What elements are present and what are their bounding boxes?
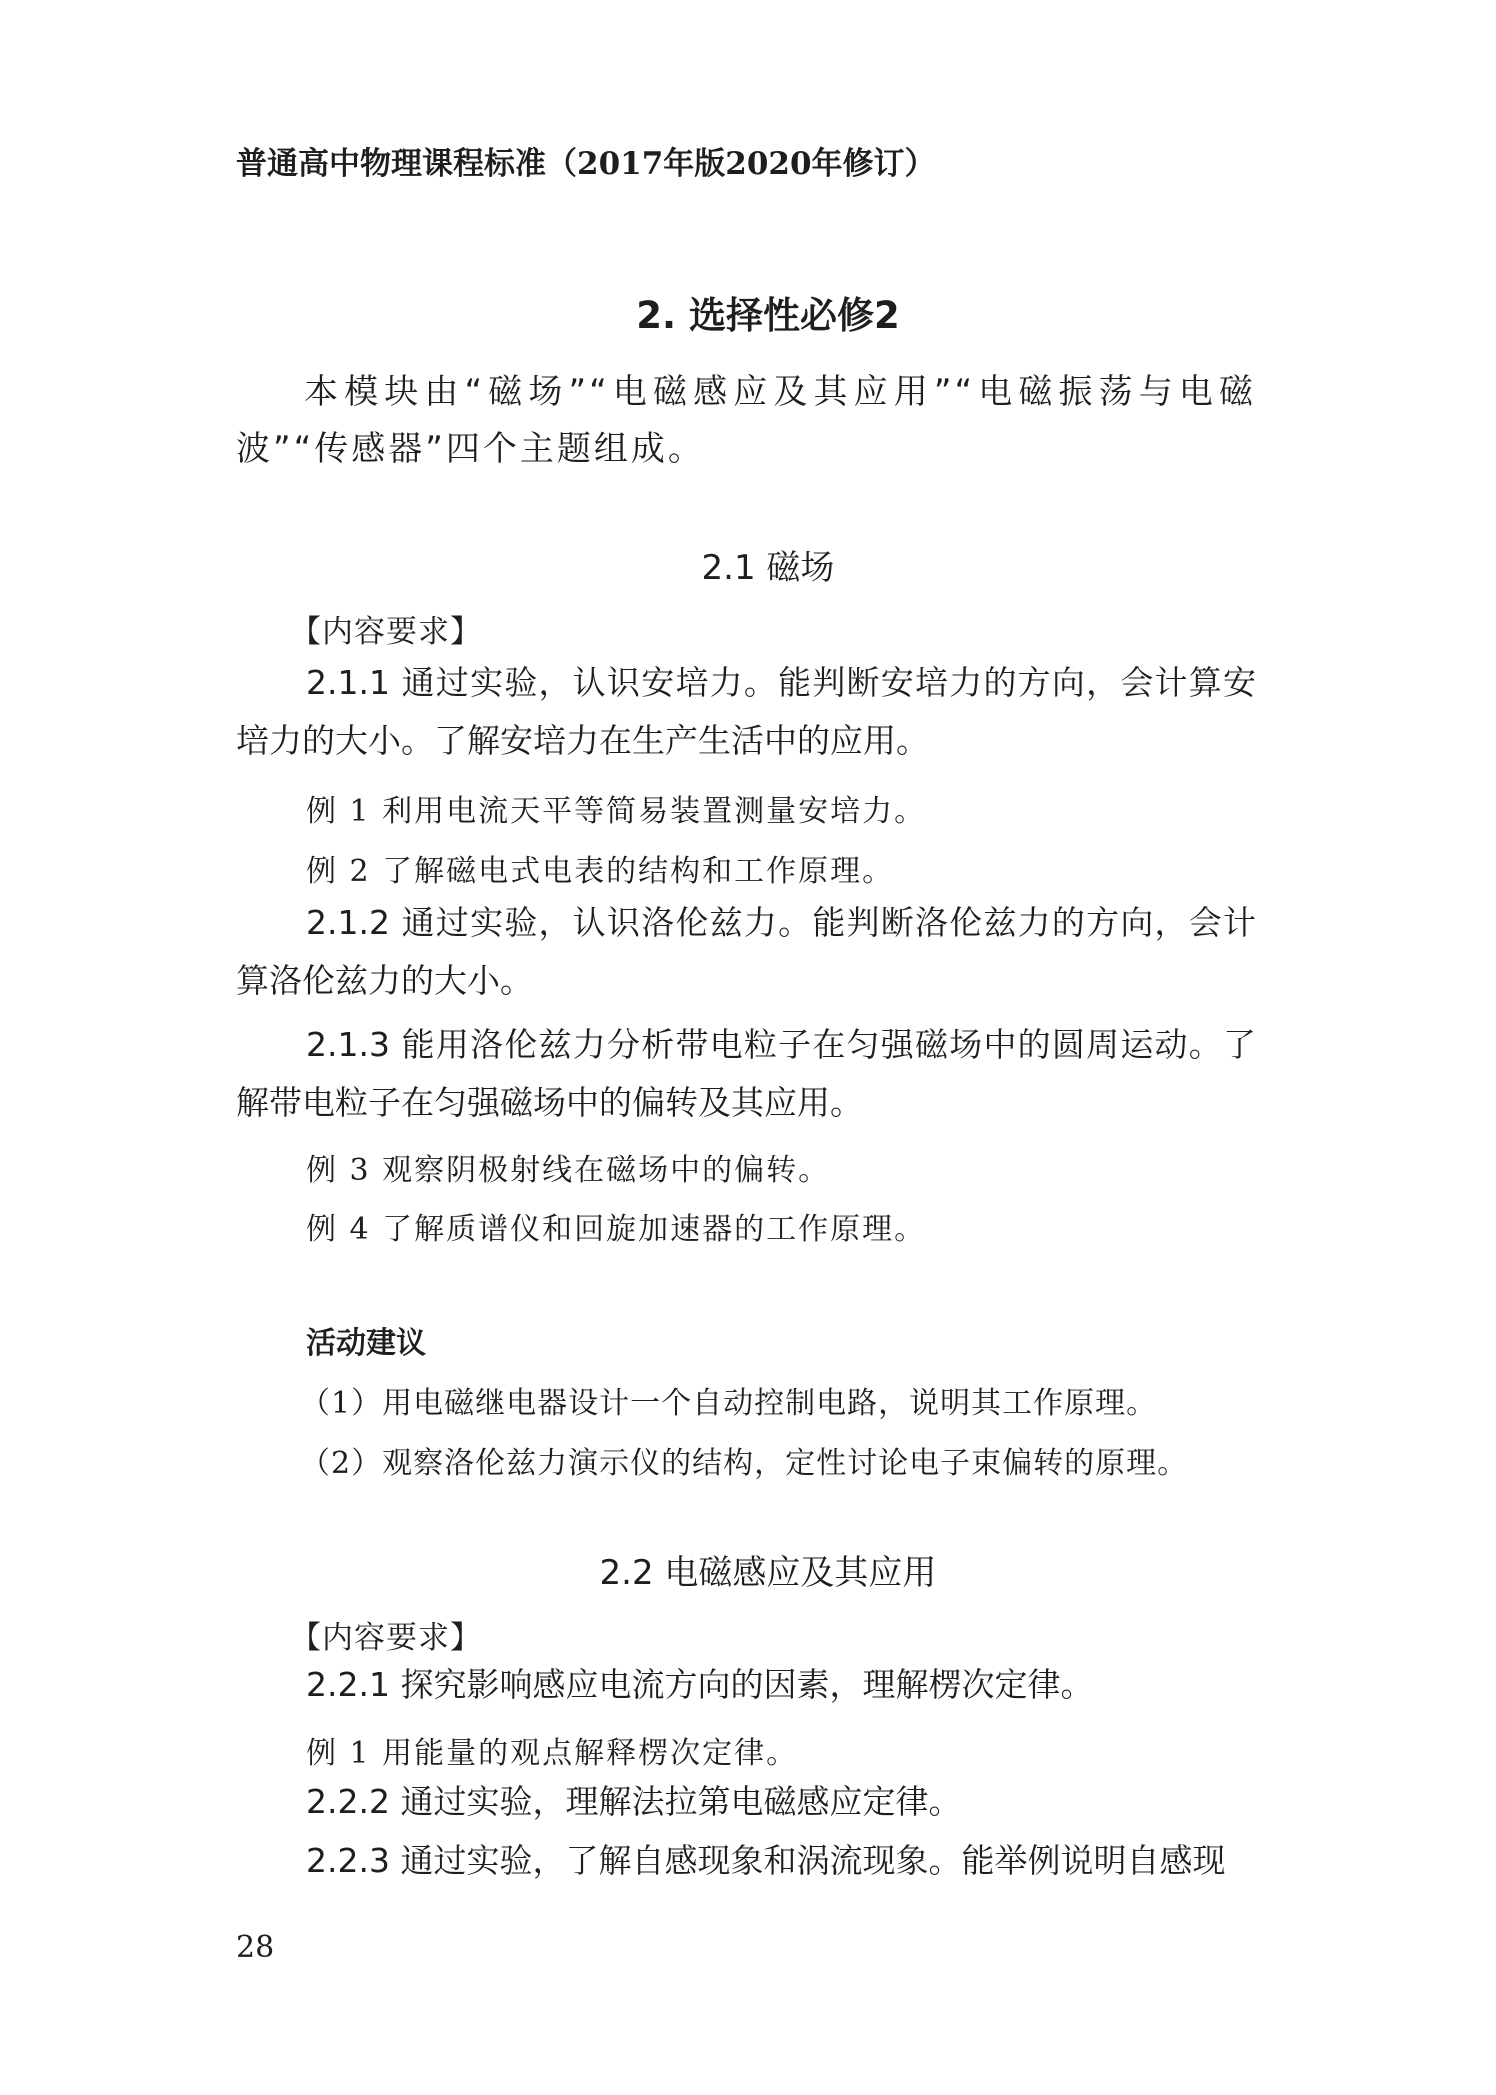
activity-item: （2）观察洛伦兹力演示仪的结构，定性讨论电子束偏转的原理。 [300,1446,1189,1481]
activity-suggestions-label: 活动建议 [306,1326,426,1361]
requirement-2-1-2: 2.1.2 通过实验，认识洛伦兹力。能判断洛伦兹力的方向，会计算洛伦兹力的大小。 [236,903,1256,1000]
page-number: 28 [236,1930,275,1965]
content-requirements-label: 【内容要求】 [290,1620,482,1656]
requirement-2-2-1: 2.2.1 探究影响感应电流方向的因素，理解楞次定律。 [306,1665,1094,1704]
running-header: 普通高中物理课程标准（2017年版2020年修订） [236,146,936,182]
section-intro: 本模块由“磁场”“电磁感应及其应用”“电磁振荡与电磁波”“传感器”四个主题组成。 [236,372,1256,469]
subsection-title-2-2: 2.2 电磁感应及其应用 [599,1553,937,1593]
requirement-2-1-1: 2.1.1 通过实验，认识安培力。能判断安培力的方向，会计算安培力的大小。了解安培力在生产生活中的应用。 [236,663,1256,760]
section-title: 2. 选择性必修2 [636,294,900,337]
example-item: 例 1 利用电流天平等简易装置测量安培力。 [306,794,927,829]
requirement-2-2-2: 2.2.2 通过实验，理解法拉第电磁感应定律。 [306,1782,962,1821]
requirement-2-1-3: 2.1.3 能用洛伦兹力分析带电粒子在匀强磁场中的圆周运动。了解带电粒子在匀强磁场中的偏转及其应用。 [236,1025,1256,1122]
subsection-title-2-1: 2.1 磁场 [701,548,835,588]
example-item: 例 1 用能量的观点解释楞次定律。 [306,1736,799,1771]
requirement-2-2-3: 2.2.3 通过实验，了解自感现象和涡流现象。能举例说明自感现 [306,1841,1226,1880]
example-item: 例 3 观察阴极射线在磁场中的偏转。 [306,1153,831,1188]
activity-item: （1）用电磁继电器设计一个自动控制电路，说明其工作原理。 [300,1386,1158,1421]
example-item: 例 2 了解磁电式电表的结构和工作原理。 [306,854,895,889]
content-requirements-label: 【内容要求】 [290,614,482,650]
example-item: 例 4 了解质谱仪和回旋加速器的工作原理。 [306,1212,927,1247]
